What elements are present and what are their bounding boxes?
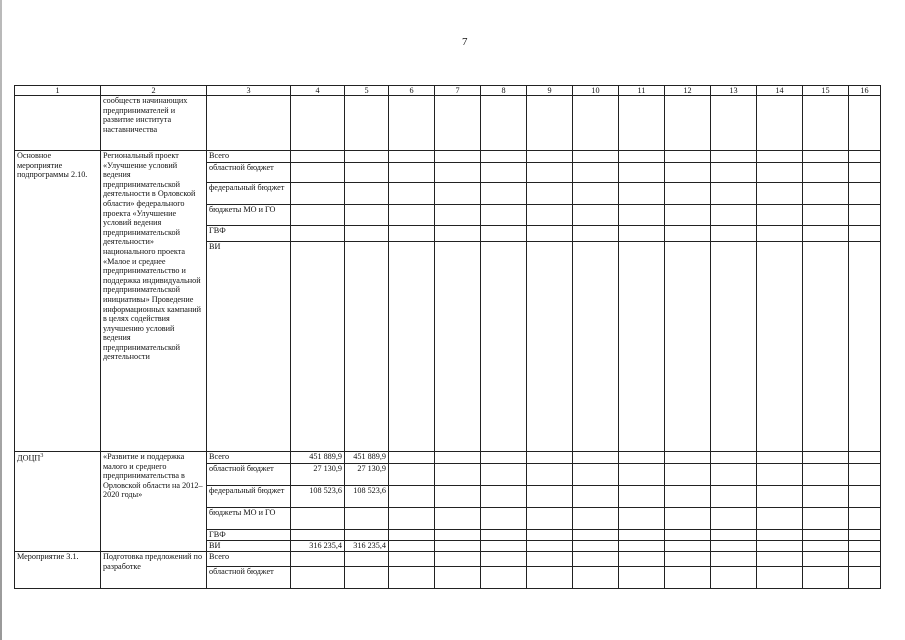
page-number: 7 (462, 36, 468, 48)
col-header-15: 15 (803, 86, 849, 96)
cell-value (345, 242, 389, 452)
cell-value: 27 130,9 (345, 464, 389, 486)
cell-source: федеральный бюджет (207, 486, 291, 508)
cell-source: областной бюджет (207, 464, 291, 486)
cell-value: 316 235,4 (291, 541, 345, 552)
cell-empty (711, 96, 757, 151)
col-header-7: 7 (435, 86, 481, 96)
col-header-4: 4 (291, 86, 345, 96)
cell-value (291, 552, 345, 567)
cell-value (291, 226, 345, 242)
cell-value (291, 205, 345, 226)
column-header-row (15, 86, 881, 96)
cell-source: бюджеты МО и ГО (207, 508, 291, 530)
table-row (15, 552, 881, 567)
cell-empty (481, 96, 527, 151)
col-header-10: 10 (573, 86, 619, 96)
cell-value (291, 163, 345, 183)
cell-value (345, 530, 389, 541)
cell-source: ВИ (207, 242, 291, 452)
cell-empty (665, 96, 711, 151)
cell-value: 451 889,9 (345, 452, 389, 464)
cell-source: областной бюджет (207, 567, 291, 589)
cell-value: 316 235,4 (345, 541, 389, 552)
cell-source: ГВФ (207, 226, 291, 242)
cell-source: ВИ (207, 541, 291, 552)
cell-source: бюджеты МО и ГО (207, 205, 291, 226)
cell-value (345, 508, 389, 530)
cell-empty (849, 96, 881, 151)
budget-table (14, 85, 881, 589)
cell-activity-code: Основное мероприятие подпрограммы 2.10. (15, 151, 101, 452)
cell-source: федеральный бюджет (207, 183, 291, 205)
cell-description: Региональный проект «Улучшение условий ведения предпринимательской деятельности в Орловской области» федерального проекта «Улучшение условий ведения предпринимательской деятельности» национального проекта «Малое и среднее предпринимательство и поддержка индивидуальной предпринимательской инициативы» Проведение информационных кампаний в целях содействия улучшению условий ведения предпринимательской деятельности (101, 151, 207, 452)
cell-source: Всего (207, 552, 291, 567)
cell-empty (389, 96, 435, 151)
cell-description: сообществ начинающих предпринимателей и развитие института наставничества (101, 96, 207, 151)
col-header-13: 13 (711, 86, 757, 96)
cell-empty (291, 96, 345, 151)
col-header-11: 11 (619, 86, 665, 96)
cell-source: ГВФ (207, 530, 291, 541)
col-header-8: 8 (481, 86, 527, 96)
cell-value (291, 567, 345, 589)
cell-value (291, 151, 345, 163)
cell-value (291, 508, 345, 530)
cell-description: Подготовка предложений по разработке (101, 552, 207, 589)
cell-value (345, 567, 389, 589)
table-row (15, 96, 881, 151)
cell-value (345, 163, 389, 183)
cell-value (345, 183, 389, 205)
cell-empty (435, 96, 481, 151)
col-header-2: 2 (101, 86, 207, 96)
cell-value (291, 183, 345, 205)
col-header-1: 1 (15, 86, 101, 96)
scan-left-edge (0, 0, 2, 640)
col-header-3: 3 (207, 86, 291, 96)
cell-value: 27 130,9 (291, 464, 345, 486)
cell-empty (573, 96, 619, 151)
cell-activity-code: Мероприятие 3.1. (15, 552, 101, 589)
cell-value (345, 226, 389, 242)
col-header-9: 9 (527, 86, 573, 96)
col-header-5: 5 (345, 86, 389, 96)
cell-value: 108 523,6 (345, 486, 389, 508)
cell-empty (803, 96, 849, 151)
table-row (15, 452, 881, 464)
cell-value (345, 151, 389, 163)
cell-empty (757, 96, 803, 151)
cell-description: «Развитие и поддержка малого и среднего предпринимательства в Орловской области на 2012–2020 годы» (101, 452, 207, 552)
col-header-12: 12 (665, 86, 711, 96)
cell-value: 451 889,9 (291, 452, 345, 464)
cell-source: областной бюджет (207, 163, 291, 183)
cell-value (291, 530, 345, 541)
col-header-14: 14 (757, 86, 803, 96)
cell-empty (345, 96, 389, 151)
cell-empty (15, 96, 101, 151)
cell-value (291, 242, 345, 452)
col-header-6: 6 (389, 86, 435, 96)
cell-activity-code: ДОЦП$^3$ (15, 452, 101, 552)
cell-value (345, 205, 389, 226)
cell-value (345, 552, 389, 567)
cell-value: 108 523,6 (291, 486, 345, 508)
table-row (15, 151, 881, 163)
cell-source: Всего (207, 151, 291, 163)
cell-empty (207, 96, 291, 151)
cell-empty (527, 96, 573, 151)
cell-source: Всего (207, 452, 291, 464)
col-header-16: 16 (849, 86, 881, 96)
cell-empty (619, 96, 665, 151)
